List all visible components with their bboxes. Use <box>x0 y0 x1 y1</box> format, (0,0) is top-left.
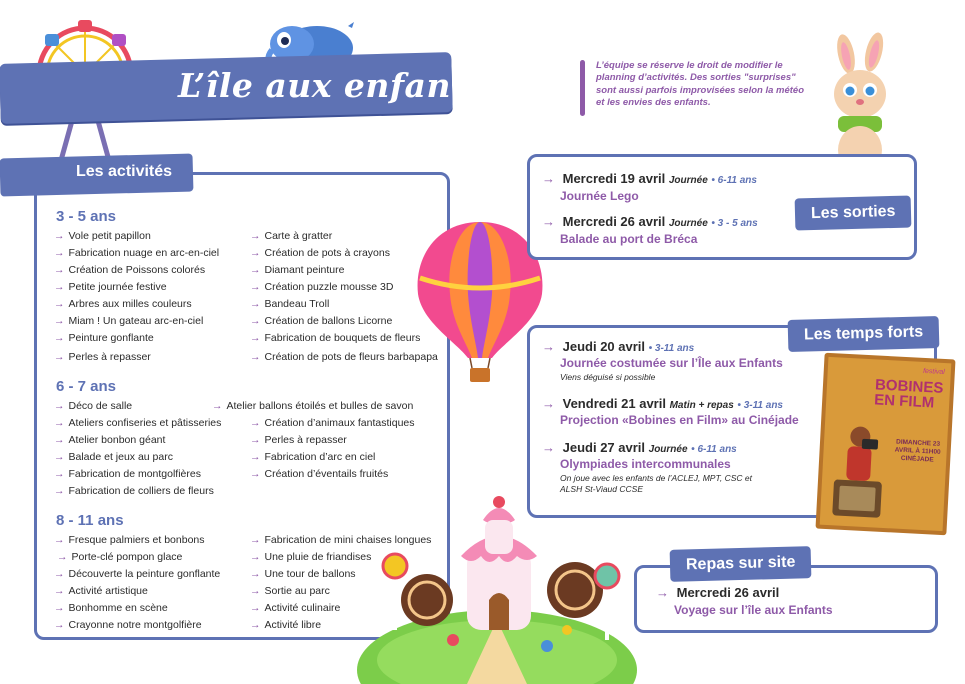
age-group-heading: 3 - 5 ans <box>56 208 117 225</box>
list-item: → Déco de salle <box>54 400 133 412</box>
disclaimer-text: L’équipe se réserve le droit de modifier le planning d’activités. Des sorties "surprises" sont aussi parfois improvisées selon la météo et les envies des enfants. <box>596 60 805 109</box>
event-activity: Olympiades intercommunales <box>560 457 731 471</box>
list-item: → Miam ! Un gateau arc-en-ciel <box>54 315 204 327</box>
list-item: → Crayonne notre montgolfière <box>54 619 202 631</box>
temps-forts-label: Les temps forts <box>788 316 940 352</box>
list-item: → Création de pots de fleurs barbapapa <box>250 351 438 363</box>
activity-list-3-5-right <box>250 230 438 368</box>
list-item: → Création d’éventails fruités <box>250 468 389 480</box>
list-item: → Perles à repasser <box>54 351 151 363</box>
list-item: → Ateliers confiseries et pâtisseries <box>54 417 222 429</box>
event-date: → Vendredi 21 avril Matin + repas • 3-11 ans <box>542 396 783 411</box>
list-item: → Une tour de ballons <box>250 568 356 580</box>
page-title: L’île aux enfants <box>178 66 486 105</box>
age-group-heading: 8 - 11 ans <box>56 512 124 529</box>
list-item: → Création de ballons Licorne <box>250 315 393 327</box>
list-item: → Fabrication de bouquets de fleurs <box>250 332 421 344</box>
list-item: → Activité culinaire <box>250 602 341 614</box>
list-item: → Porte-clé pompon glace <box>57 551 183 563</box>
list-item: → Création puzzle mousse 3D <box>250 281 394 293</box>
activity-list-8-11-left <box>54 534 220 636</box>
event-date: → Mercredi 26 avril <box>656 585 780 600</box>
activity-list-3-5-left <box>54 230 219 368</box>
activities-label: Les activités <box>76 163 173 180</box>
event-date: → Jeudi 20 avril • 3-11 ans <box>542 339 695 354</box>
event-date: → Mercredi 19 avril Journée • 6-11 ans <box>542 171 757 186</box>
repas-label: Repas sur site <box>670 546 812 582</box>
list-item: → Fabrication nuage en arc-en-ciel <box>54 247 220 259</box>
event-date: → Jeudi 27 avril Journée • 6-11 ans <box>542 440 737 455</box>
event-activity: Balade au port de Bréca <box>560 232 698 246</box>
event-activity: Projection «Bobines en Film» au Cinéjade <box>560 413 799 427</box>
disclaimer-bar <box>580 60 585 116</box>
list-item: → Découverte la peinture gonflante <box>54 568 221 580</box>
list-item: → Vole petit papillon <box>54 230 151 242</box>
poster-info: DIMANCHE 23 AVRIL À 11H00 CINÉJADE <box>894 438 941 464</box>
list-item: → Atelier bonbon géant <box>54 434 166 446</box>
list-item: → Petite journée festive <box>54 281 167 293</box>
list-item: → Atelier ballons étoilés et bulles de savon <box>212 400 414 412</box>
list-item: → Création de Poissons colorés <box>54 264 206 276</box>
sorties-label: Les sorties <box>795 195 912 230</box>
list-item: → Bonhomme en scène <box>54 602 168 614</box>
list-item: → Diamant peinture <box>250 264 345 276</box>
event-activity: Journée Lego <box>560 189 639 203</box>
list-item: → Fabrication de mini chaises longues <box>250 534 432 546</box>
list-item: → Fabrication de montgolfières <box>54 468 201 480</box>
poster-festival-text: festival <box>922 367 946 377</box>
list-item: → Perles à repasser <box>250 434 347 446</box>
poster-child-illustration <box>828 417 890 528</box>
list-item: → Création de pots à crayons <box>250 247 390 259</box>
list-item: → Fabrication de colliers de fleurs <box>54 485 214 497</box>
event-activity: Journée costumée sur l’Île aux Enfants <box>560 356 783 370</box>
list-item: → Peinture gonflante <box>54 332 154 344</box>
festival-poster <box>815 353 955 536</box>
event-note: On joue avec les enfants de l’ACLEJ, MPT, CSC et ALSH St-Viaud CCSE <box>560 473 752 494</box>
list-item: → Activité artistique <box>54 585 148 597</box>
activity-list-6-7-left <box>54 400 221 502</box>
list-item: → Une pluie de friandises <box>250 551 372 563</box>
poster-title: BOBINES EN FILM <box>873 376 944 412</box>
list-item: → Carte à gratter <box>250 230 333 242</box>
activity-list-6-7-right <box>250 417 415 485</box>
event-date: → Mercredi 26 avril Journée • 3 - 5 ans <box>542 214 758 229</box>
list-item: → Activité libre <box>250 619 322 631</box>
event-activity: Voyage sur l’île aux Enfants <box>674 603 833 617</box>
candy-island-illustration <box>357 490 637 684</box>
event-note: Viens déguisé si possible <box>560 372 656 382</box>
list-item: → Arbres aux milles couleurs <box>54 298 192 310</box>
list-item: → Création d’animaux fantastiques <box>250 417 415 429</box>
list-item: → Bandeau Troll <box>250 298 330 310</box>
list-item: → Sortie au parc <box>250 585 330 597</box>
age-group-heading: 6 - 7 ans <box>56 378 117 395</box>
list-item: → Fabrication d’arc en ciel <box>250 451 376 463</box>
list-item: → Balade et jeux au parc <box>54 451 173 463</box>
list-item: → Fresque palmiers et bonbons <box>54 534 205 546</box>
